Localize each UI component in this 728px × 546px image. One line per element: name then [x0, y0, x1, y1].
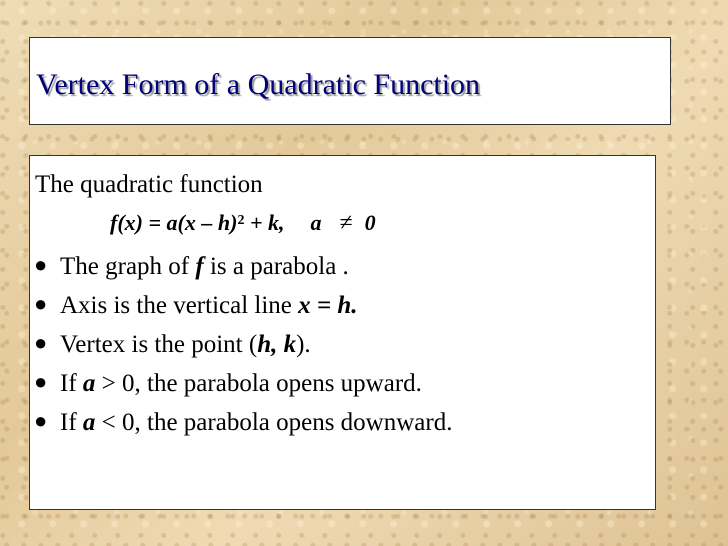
list-item-text-end: ).: [296, 331, 311, 358]
list-item-emphasis: a: [82, 409, 96, 436]
formula-a: a: [166, 210, 178, 235]
list-item-text-end: < 0, the parabola opens downward.: [95, 409, 453, 436]
list-item-text: If: [60, 409, 83, 436]
formula-h: h: [217, 210, 231, 235]
list-item-text-end: is a parabola .: [203, 253, 349, 280]
intro-text: The quadratic function: [35, 171, 263, 198]
content-box: [29, 155, 656, 510]
formula-minus: –: [195, 210, 218, 235]
list-item: [34, 371, 422, 396]
list-item: [34, 293, 358, 318]
formula-plus: +: [244, 210, 268, 235]
list-item-text: Axis is the vertical line: [60, 292, 299, 319]
bullet-icon: ●: [34, 369, 48, 394]
formula-zero: 0: [364, 210, 376, 235]
list-item-emphasis: f: [195, 253, 204, 280]
formula-equals: ) =: [135, 210, 167, 235]
list-item-text-end: > 0, the parabola opens upward.: [95, 370, 422, 397]
formula-paren: (: [117, 210, 125, 235]
formula-exponent: 2: [237, 213, 245, 228]
vertex-formula: [110, 211, 376, 235]
bullet-icon: ●: [34, 252, 48, 277]
list-item-emphasis: a: [82, 370, 96, 397]
formula-k: k,: [267, 210, 285, 235]
list-item-text: If: [60, 370, 83, 397]
bullet-icon: ●: [34, 408, 48, 433]
slide-title: Vertex Form of a Quadratic Function: [36, 68, 481, 101]
list-item: [34, 254, 349, 279]
list-item-emphasis: h, k: [257, 331, 297, 358]
list-item: [34, 332, 311, 357]
list-item-text: The graph of: [60, 253, 196, 280]
bullet-icon: ●: [34, 291, 48, 316]
formula-x: x: [124, 210, 136, 235]
bullet-icon: ●: [34, 330, 48, 355]
formula-paren-2: (: [177, 210, 185, 235]
formula-x-2: x: [184, 210, 196, 235]
formula-close-paren: ): [230, 210, 238, 235]
not-equal-sign: ≠: [339, 210, 353, 236]
list-item: [34, 410, 452, 435]
list-item-text: Vertex is the point (: [60, 331, 258, 358]
list-item-emphasis: x = h.: [298, 292, 358, 319]
formula-a-condition: a: [310, 210, 322, 235]
formula-f: f: [110, 210, 118, 235]
title-box: [29, 37, 671, 125]
